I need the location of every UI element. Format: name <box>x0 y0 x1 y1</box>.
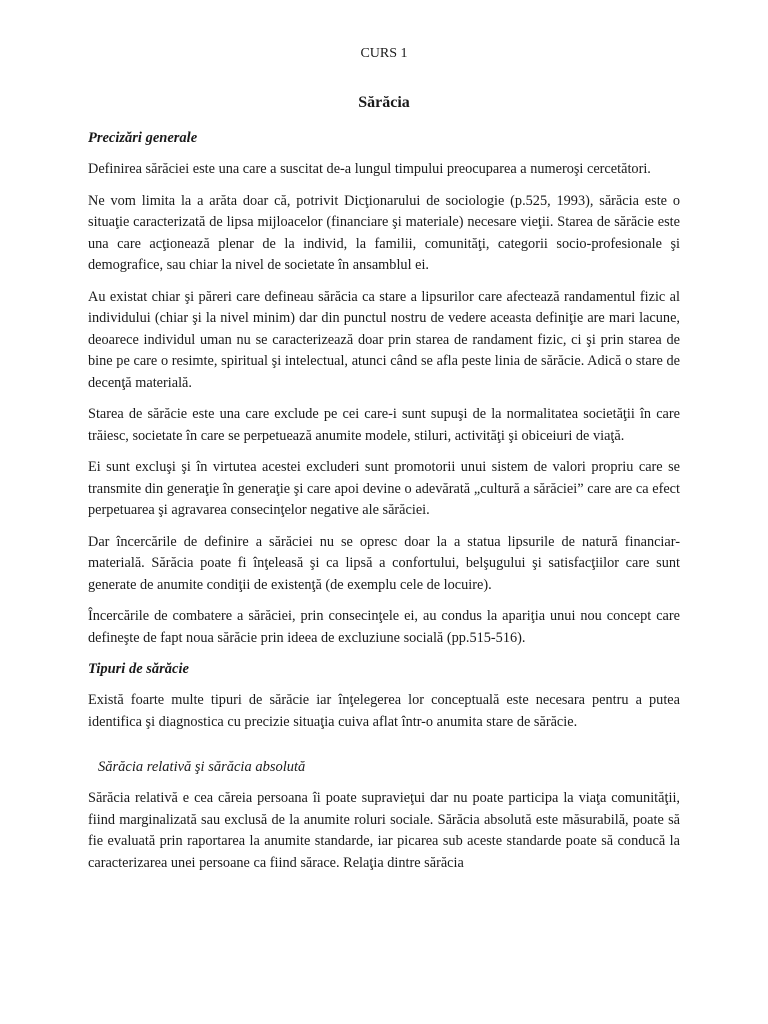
document-title: Sărăcia <box>358 94 410 111</box>
section-heading-general: Precizări generale <box>88 130 198 146</box>
course-label: CURS 1 <box>360 46 408 61</box>
paragraph: Ne vom limita la a arăta doar că, potrivit Dicţionarului de sociologie (p.525, 1993), sărăcia este o situaţie caracterizată de lipsa mijloacelor (financiare şi materiale) necesare vieţii. Starea de sărăcie este una care acţionează plenar de la individ, la familii, comunităţi, categorii socio-profesionale şi demografice, sau chiar la nivel de societate în ansamblul ei. <box>88 192 680 273</box>
spacer <box>88 743 680 757</box>
section-heading-types: Tipuri de sărăcie <box>88 661 189 677</box>
paragraph: Încercările de combatere a sărăciei, prin consecinţele ei, au condus la apariţia unui nou concept care defineşte de fapt noua sărăcie prin ideea de excluziune socială (pp.515-516). <box>88 608 680 646</box>
paragraph: Sărăcia relativă e cea căreia persoana îi poate supravieţui dar nu poate participa la viaţa comunităţii, fiind marginalizată sau exclusă de la anumite roluri sociale. Sărăcia absolută este măsurabilă, poate să fie evaluată prin raportarea la anumite standarde, iar picarea sub aceste standarde poate să conducă la caracterizarea unei persoane ca fiind sărace. Relaţia dintre sărăcia <box>88 790 680 871</box>
paragraph: Au existat chiar şi păreri care defineau sărăcia ca stare a lipsurilor care afectează randamentul fizic al individului (chiar şi la nivel minim) dar din punctul nostru de vedere aceasta definiţie are mari lacune, deoarece individul uman nu se caracterizează doar prin starea de randament fizic, ci şi prin starea de bine pe care o resimte, spiritual şi intelectual, atunci când se afla peste linia de sărăcie. Adică o stare de decenţă materială. <box>88 288 680 391</box>
paragraph: Dar încercările de definire a sărăciei nu se opresc doar la a statua lipsurile de natură financiar-materială. Sărăcia poate fi înţeleasă şi ca lipsă a confortului, belşugului şi satisfacţiilor care sunt generate de anumite condiţii de existenţă (de exemplu cele de locuire). <box>88 533 680 593</box>
paragraph: Definirea sărăciei este una care a suscitat de-a lungul timpului preocuparea a numeroşi cercetători. <box>88 161 651 177</box>
paragraph: Ei sunt excluşi şi în virtutea acestei excluderi sunt promotorii unui sistem de valori propriu care se transmite din generaţie în generaţie şi care apoi devine o adevărată „cultură a sărăciei” care are ca efect perpetuarea şi agravarea consecinţelor negative ale sărăciei. <box>88 459 680 518</box>
paragraph: Starea de sărăcie este una care exclude pe cei care-i sunt supuşi de la normalitatea societăţii în care trăiesc, societate în care se perpetuează anumite modele, stiluri, activităţi şi obiceiuri de viaţă. <box>88 406 680 444</box>
paragraph: Există foarte multe tipuri de sărăcie iar înţelegerea lor conceptuală este necesara pentru a putea identifica şi diagnostica cu precizie situaţia cuiva aflat într-o anumita stare de sărăcie. <box>88 692 680 730</box>
subsection-heading-relative-absolute: Sărăcia relativă şi sărăcia absolută <box>98 759 306 775</box>
